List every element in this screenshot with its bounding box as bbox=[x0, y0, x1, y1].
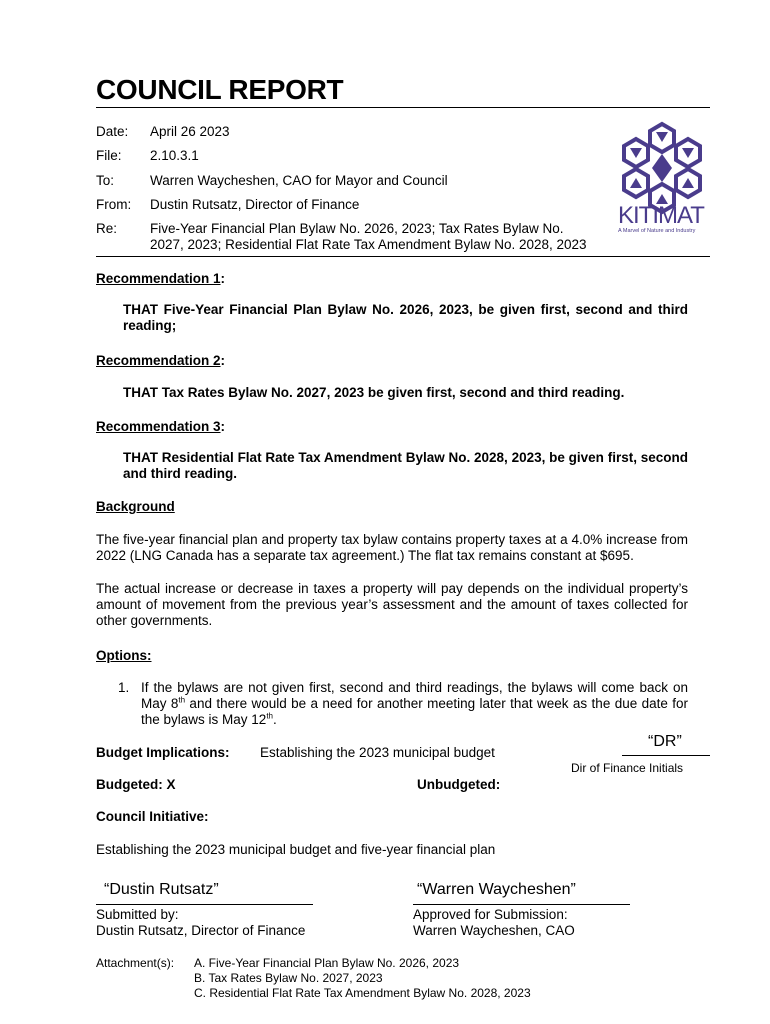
re-label: Re: bbox=[96, 221, 118, 236]
date-value: April 26 2023 bbox=[150, 124, 230, 139]
council-initiative-text: Establishing the 2023 municipal budget and five-year financial plan bbox=[96, 842, 496, 857]
kitimat-logo bbox=[612, 118, 712, 238]
recommendation-2-heading: Recommendation 2: bbox=[96, 353, 226, 368]
option-1-text: If the bylaws are not given first, second and third readings, the bylaws will come back on May 8th and there would be a need for another meeting later that week as the due date for the bylaws is May 12th. bbox=[141, 680, 689, 727]
file-value: 2.10.3.1 bbox=[150, 148, 199, 163]
budget-implications-label: Budget Implications: bbox=[96, 745, 230, 760]
to-value: Warren Waycheshen, CAO for Mayor and Council bbox=[150, 173, 448, 188]
approved-signature: “Warren Waycheshen” bbox=[417, 881, 576, 898]
options-heading: Options: bbox=[96, 648, 152, 663]
logo-wordmark: KITIMAT bbox=[618, 202, 704, 229]
logo-tagline: A Marvel of Nature and Industry bbox=[618, 228, 696, 234]
from-label: From: bbox=[96, 197, 132, 212]
to-label: To: bbox=[96, 173, 115, 188]
re-value-line2: 2027, 2023; Residential Flat Rate Tax Amendment Bylaw No. 2028, 2023 bbox=[150, 237, 587, 252]
finance-initials: “DR” bbox=[648, 733, 682, 750]
budget-implications-value: Establishing the 2023 municipal budget bbox=[260, 745, 495, 760]
recommendation-3-text: THAT Residential Flat Rate Tax Amendment Bylaw No. 2028, 2023, be given first, second and third reading. bbox=[123, 450, 688, 481]
date-label: Date: bbox=[96, 124, 129, 139]
budgeted-label: Budgeted: X bbox=[96, 777, 176, 792]
attachments-label: Attachment(s): bbox=[96, 956, 175, 970]
approved-name: Warren Waycheshen, CAO bbox=[413, 923, 575, 938]
submitted-by-name: Dustin Rutsatz, Director of Finance bbox=[96, 923, 306, 938]
recommendation-1-text: THAT Five-Year Financial Plan Bylaw No. 2026, 2023, be given first, second and third reading; bbox=[123, 302, 688, 333]
option-1-number: 1. bbox=[118, 680, 130, 695]
initials-line bbox=[622, 755, 710, 756]
submitted-by-label: Submitted by: bbox=[96, 907, 179, 922]
recommendation-3-heading: Recommendation 3: bbox=[96, 419, 226, 434]
approved-label: Approved for Submission: bbox=[413, 907, 568, 922]
approved-signature-line bbox=[413, 904, 630, 905]
submitted-signature-line bbox=[96, 904, 313, 905]
recommendation-2-text: THAT Tax Rates Bylaw No. 2027, 2023 be given first, second and third reading. bbox=[123, 385, 625, 400]
background-heading: Background bbox=[96, 499, 175, 514]
unbudgeted-label: Unbudgeted: bbox=[417, 777, 501, 792]
background-para-2: The actual increase or decrease in taxes a property will pay depends on the individual property’s amount of movement from the previous year’s assessment and the amount of taxes collected for other governments. bbox=[96, 581, 688, 628]
submitted-signature: “Dustin Rutsatz” bbox=[104, 881, 219, 898]
attachment-item-a: A. Five-Year Financial Plan Bylaw No. 2026, 2023 bbox=[194, 956, 460, 970]
attachment-item-b: B. Tax Rates Bylaw No. 2027, 2023 bbox=[194, 971, 383, 985]
file-label: File: bbox=[96, 148, 122, 163]
council-initiative-label: Council Initiative: bbox=[96, 809, 209, 824]
report-title: COUNCIL REPORT bbox=[96, 74, 344, 105]
title-rule bbox=[96, 107, 710, 108]
initials-caption: Dir of Finance Initials bbox=[571, 761, 684, 775]
from-value: Dustin Rutsatz, Director of Finance bbox=[150, 197, 360, 212]
re-value-line1: Five-Year Financial Plan Bylaw No. 2026, 2023; Tax Rates Bylaw No. bbox=[150, 221, 564, 236]
background-para-1: The five-year financial plan and property tax bylaw contains property taxes at a 4.0% increase from 2022 (LNG Canada has a separate tax agreement.) The flat tax remains constant at $695. bbox=[96, 532, 688, 563]
recommendation-1-heading: Recommendation 1: bbox=[96, 271, 226, 286]
header-rule bbox=[96, 256, 710, 257]
attachment-item-c: C. Residential Flat Rate Tax Amendment Bylaw No. 2028, 2023 bbox=[194, 986, 531, 1000]
